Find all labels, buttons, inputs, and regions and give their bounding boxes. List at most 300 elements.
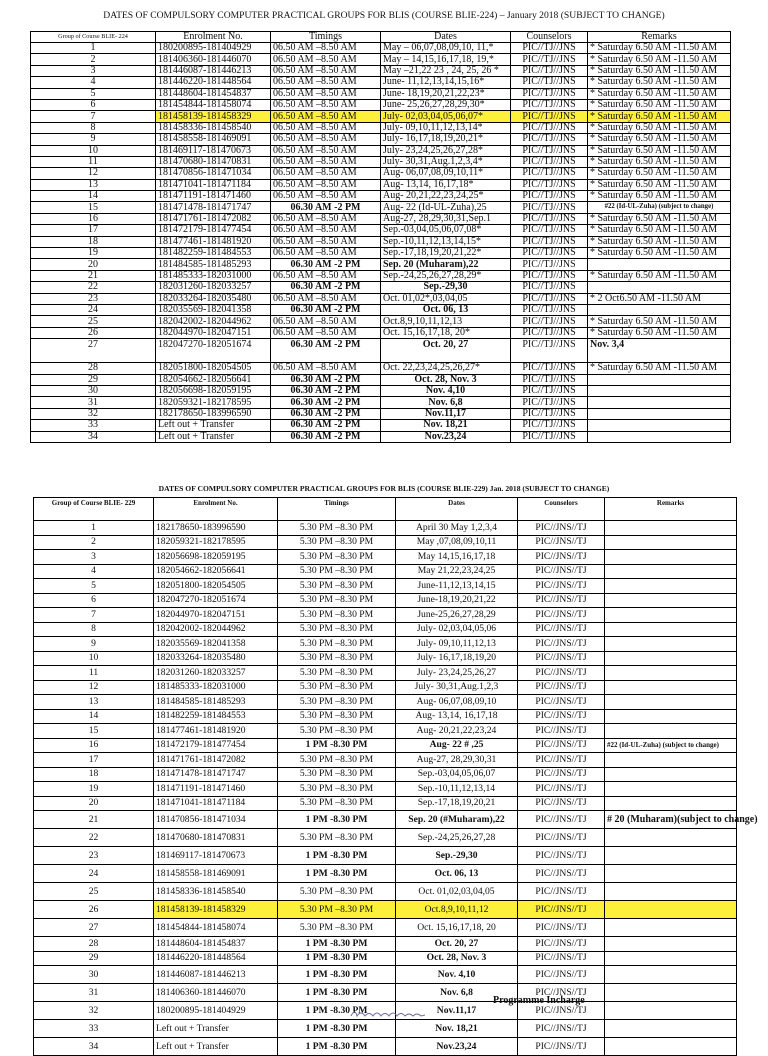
group-cell: 24 — [34, 865, 154, 883]
timings-cell: 5.30 PM –8.30 PM — [278, 521, 396, 536]
remarks-cell: * Saturday 6.50 AM -11.50 AM — [588, 145, 731, 156]
remarks-cell: # 20 (Muharam)(subject to change) — [605, 811, 737, 829]
enrolment-cell: 181470856-181471034 — [154, 811, 278, 829]
group-cell: 21 — [34, 811, 154, 829]
counselors-cell: PIC//TJ//JNS — [511, 270, 588, 281]
remarks-cell — [605, 637, 737, 652]
dates-cell: July- 23,24,25,26,27 — [396, 666, 518, 681]
timings-cell: 06.50 AM –8.50 AM — [271, 191, 381, 202]
table-row — [31, 363, 731, 374]
dates-cell: May –21,22 23 , 24, 25, 26 * — [381, 65, 511, 76]
signature — [345, 1000, 445, 1024]
table-row — [34, 564, 737, 579]
counselors-cell: PIC//TJ//JNS — [511, 431, 588, 442]
timings-cell: 5.30 PM –8.30 PM — [278, 695, 396, 710]
counselors-cell: PIC//JNS//TJ — [518, 865, 605, 883]
dates-cell: Oct. 15,16,17,18, 20* — [381, 327, 511, 338]
remarks-cell: #22 (Id-UL-Zuha) (subject to change) — [588, 202, 731, 213]
table-row — [31, 316, 731, 327]
timings-cell: 06.50 AM –8.50 AM — [271, 316, 381, 327]
remarks-cell — [605, 622, 737, 637]
dates-cell: Sep.-03,04,05,06,07 — [396, 767, 518, 782]
enrolment-cell: 182044970-182047151 — [154, 608, 278, 623]
remarks-cell — [605, 847, 737, 865]
table-row — [34, 651, 737, 666]
table-row — [34, 593, 737, 608]
remarks-cell: * Saturday 6.50 AM -11.50 AM — [588, 327, 731, 338]
remarks-cell: * Saturday 6.50 AM -11.50 AM — [588, 134, 731, 145]
group-cell: 9 — [31, 134, 156, 145]
remarks-cell: * Saturday 6.50 AM -11.50 AM — [588, 77, 731, 88]
counselors-cell: PIC//JNS//TJ — [518, 724, 605, 739]
enrolment-cell: 181406360-181446070 — [156, 54, 271, 65]
timings-cell: 06.50 AM –8.50 AM — [271, 134, 381, 145]
enrolment-cell: 182035569-182041358 — [156, 304, 271, 315]
group-cell: 22 — [31, 282, 156, 293]
group-cell: 16 — [31, 213, 156, 224]
group-cell: 11 — [34, 666, 154, 681]
group-cell: 18 — [31, 236, 156, 247]
counselors-cell: PIC//JNS//TJ — [518, 767, 605, 782]
timings-cell: 06.50 AM –8.50 AM — [271, 248, 381, 259]
counselors-cell: PIC//TJ//JNS — [511, 385, 588, 396]
remarks-cell — [605, 1002, 737, 1020]
remarks-cell — [588, 304, 731, 315]
group-cell: 9 — [34, 637, 154, 652]
timings-cell: 1 PM -8.30 PM — [278, 984, 396, 1002]
enrolment-cell: Left out + Transfer — [154, 1038, 278, 1056]
remarks-cell: * Saturday 6.50 AM -11.50 AM — [588, 236, 731, 247]
counselors-cell: PIC//JNS//TJ — [518, 709, 605, 724]
remarks-cell: * Saturday 6.50 AM -11.50 AM — [588, 54, 731, 65]
counselors-cell: PIC//JNS//TJ — [518, 937, 605, 952]
group-cell: 3 — [31, 65, 156, 76]
table-row — [34, 883, 737, 901]
counselors-cell: PIC//TJ//JNS — [511, 179, 588, 190]
table-row — [31, 293, 731, 304]
timings-cell: 06.50 AM –8.50 AM — [271, 156, 381, 167]
dates-cell: Sep.-10,11,12,13,14,15* — [381, 236, 511, 247]
enrolment-cell: 181484585-181485293 — [156, 259, 271, 270]
group-cell: 20 — [34, 796, 154, 811]
dates-cell: Sep. 20 (Muharam),22 — [381, 259, 511, 270]
counselors-cell: PIC//TJ//JNS — [511, 65, 588, 76]
timings-cell: 1 PM -8.30 PM — [278, 738, 396, 753]
header-remarks: Remarks — [588, 32, 731, 43]
group-cell: 12 — [34, 680, 154, 695]
counselors-cell: PIC//JNS//TJ — [518, 883, 605, 901]
group-cell: 17 — [34, 753, 154, 768]
enrolment-cell: 181454844-181458074 — [154, 919, 278, 937]
remarks-cell: * Saturday 6.50 AM -11.50 AM — [588, 156, 731, 167]
timings-cell: 06.50 AM –8.50 AM — [271, 122, 381, 133]
table-row — [34, 767, 737, 782]
table-row — [34, 535, 737, 550]
header-enrolment: Enrolment No. — [156, 32, 271, 43]
timings-cell: 5.30 PM –8.30 PM — [278, 919, 396, 937]
timings-cell: 5.30 PM –8.30 PM — [278, 724, 396, 739]
remarks-cell — [605, 550, 737, 565]
remarks-cell: * Saturday 6.50 AM -11.50 AM — [588, 65, 731, 76]
remarks-cell: * 2 Oct6.50 AM -11.50 AM — [588, 293, 731, 304]
remarks-cell: #22 (Id-UL-Zuha) (subject to change) — [605, 738, 737, 753]
timings-cell: 1 PM -8.30 PM — [278, 1002, 396, 1020]
enrolment-cell: 181471478-181471747 — [156, 202, 271, 213]
table-row — [31, 339, 731, 363]
group-cell: 28 — [34, 937, 154, 952]
enrolment-cell: 181406360-181446070 — [154, 984, 278, 1002]
dates-cell: July- 02,03,04,05,06,07* — [381, 111, 511, 122]
remarks-cell: * Saturday 6.50 AM -11.50 AM — [588, 43, 731, 54]
dates-cell: Sep. 20 (#Muharam),22 — [396, 811, 518, 829]
table-row — [34, 666, 737, 681]
group-cell: 12 — [31, 168, 156, 179]
table-row — [34, 709, 737, 724]
dates-cell: Oct. 01,02,03,04,05 — [396, 883, 518, 901]
enrolment-cell: 181470680-181470831 — [154, 829, 278, 847]
remarks-cell: * Saturday 6.50 AM -11.50 AM — [588, 99, 731, 110]
dates-cell: Oct.8,9,10,11,12,13 — [381, 316, 511, 327]
timings-cell: 5.30 PM –8.30 PM — [278, 796, 396, 811]
table-row — [34, 738, 737, 753]
timings-cell: 5.30 PM –8.30 PM — [278, 709, 396, 724]
dates-cell: July- 09,10,11,12,13,14* — [381, 122, 511, 133]
table-row — [34, 782, 737, 797]
table-row — [31, 374, 731, 385]
dates-cell: Oct.8,9,10,11,12 — [396, 901, 518, 919]
timings-cell: 5.30 PM –8.30 PM — [278, 901, 396, 919]
group-cell: 17 — [31, 225, 156, 236]
counselors-cell: PIC//JNS//TJ — [518, 651, 605, 666]
table-row — [31, 99, 731, 110]
group-cell: 27 — [34, 919, 154, 937]
table-row — [31, 259, 731, 270]
remarks-cell — [605, 753, 737, 768]
dates-cell: Oct. 06, 13 — [381, 304, 511, 315]
header-timings: Timings — [271, 32, 381, 43]
remarks-cell — [588, 374, 731, 385]
dates-cell: Aug- 20,21,22,23,24,25* — [381, 191, 511, 202]
counselors-cell: PIC//JNS//TJ — [518, 521, 605, 536]
timings-cell: 06.50 AM –8.50 AM — [271, 54, 381, 65]
enrolment-cell: 182042002-182044962 — [156, 316, 271, 327]
counselors-cell: PIC//JNS//TJ — [518, 622, 605, 637]
remarks-cell — [605, 1038, 737, 1056]
remarks-cell — [605, 767, 737, 782]
table-row — [31, 304, 731, 315]
group-cell: 2 — [34, 535, 154, 550]
group-cell: 13 — [31, 179, 156, 190]
header-group: Group of Course BLIE- 229 — [34, 498, 154, 521]
enrolment-cell: 182059321-182178595 — [156, 397, 271, 408]
header-dates: Dates — [381, 32, 511, 43]
enrolment-cell: 181446087-181446213 — [156, 65, 271, 76]
group-cell: 5 — [31, 88, 156, 99]
group-cell: 34 — [31, 431, 156, 442]
counselors-cell: PIC//JNS//TJ — [518, 550, 605, 565]
table-row — [34, 847, 737, 865]
enrolment-cell: 182059321-182178595 — [154, 535, 278, 550]
timings-cell: 5.30 PM –8.30 PM — [278, 622, 396, 637]
group-cell: 19 — [34, 782, 154, 797]
group-cell: 6 — [34, 593, 154, 608]
group-cell: 25 — [34, 883, 154, 901]
dates-cell: July- 16,17,18,19,20 — [396, 651, 518, 666]
counselors-cell: PIC//TJ//JNS — [511, 77, 588, 88]
table-row — [34, 637, 737, 652]
enrolment-cell: 181477461-181481920 — [154, 724, 278, 739]
remarks-cell — [605, 901, 737, 919]
table-row — [34, 1038, 737, 1056]
counselors-cell: PIC//JNS//TJ — [518, 738, 605, 753]
dates-cell: Sep.-17,18,19,20,21 — [396, 796, 518, 811]
remarks-cell: * Saturday 6.50 AM -11.50 AM — [588, 111, 731, 122]
timings-cell: 06.50 AM –8.50 AM — [271, 88, 381, 99]
counselors-cell: PIC//TJ//JNS — [511, 111, 588, 122]
timings-cell: 1 PM -8.30 PM — [278, 966, 396, 984]
timings-cell: 06.30 AM -2 PM — [271, 385, 381, 396]
timings-cell: 06.30 AM -2 PM — [271, 431, 381, 442]
timings-cell: 06.50 AM –8.50 AM — [271, 225, 381, 236]
table-row — [34, 829, 737, 847]
table-row — [34, 608, 737, 623]
dates-cell: Nov.23,24 — [381, 431, 511, 442]
remarks-cell — [605, 709, 737, 724]
enrolment-cell: 181485333-182031000 — [154, 680, 278, 695]
dates-cell: Aug- 22 (Id-UL-Zuha),25 — [381, 202, 511, 213]
dates-cell: June-25,26,27,28,29 — [396, 608, 518, 623]
table-row — [34, 901, 737, 919]
counselors-cell: PIC//TJ//JNS — [511, 156, 588, 167]
dates-cell: Sep.-24,25,26,27,28 — [396, 829, 518, 847]
counselors-cell: PIC//TJ//JNS — [511, 374, 588, 385]
table-row — [34, 521, 737, 536]
group-cell: 1 — [31, 43, 156, 54]
table-row — [31, 43, 731, 54]
remarks-cell — [588, 397, 731, 408]
counselors-cell: PIC//TJ//JNS — [511, 99, 588, 110]
counselors-cell: PIC//JNS//TJ — [518, 637, 605, 652]
table-row — [34, 724, 737, 739]
timings-cell: 5.30 PM –8.30 PM — [278, 608, 396, 623]
timings-cell: 06.50 AM –8.50 AM — [271, 327, 381, 338]
table1-title: DATES OF COMPULSORY COMPUTER PRACTICAL GROUPS FOR BLIS (COURSE BLIE-224) – January 2018 (SUBJECT TO CHANGE) — [103, 10, 665, 21]
timings-cell: 06.30 AM -2 PM — [271, 202, 381, 213]
remarks-cell — [605, 593, 737, 608]
timings-cell: 5.30 PM –8.30 PM — [278, 782, 396, 797]
timings-cell: 5.30 PM –8.30 PM — [278, 637, 396, 652]
dates-cell: Oct. 28, Nov. 3 — [381, 374, 511, 385]
remarks-cell — [588, 385, 731, 396]
enrolment-cell: 182033264-182035480 — [154, 651, 278, 666]
dates-cell: Aug- 20,21,22,23,24 — [396, 724, 518, 739]
counselors-cell: PIC//TJ//JNS — [511, 327, 588, 338]
group-cell: 26 — [34, 901, 154, 919]
group-cell: 23 — [31, 293, 156, 304]
remarks-cell: * Saturday 6.50 AM -11.50 AM — [588, 270, 731, 281]
group-cell: 18 — [34, 767, 154, 782]
timings-cell: 5.30 PM –8.30 PM — [278, 883, 396, 901]
enrolment-cell: 182051800-182054505 — [156, 363, 271, 374]
enrolment-cell: 181477461-181481920 — [156, 236, 271, 247]
blie224-schedule-table — [30, 31, 731, 443]
timings-cell: 06.50 AM –8.50 AM — [271, 111, 381, 122]
timings-cell: 1 PM -8.30 PM — [278, 811, 396, 829]
enrolment-cell: 181448604-181454837 — [154, 937, 278, 952]
counselors-cell: PIC//JNS//TJ — [518, 564, 605, 579]
timings-cell: 1 PM -8.30 PM — [278, 1020, 396, 1038]
dates-cell: June- 18,19,20,21,22,23* — [381, 88, 511, 99]
group-cell: 13 — [34, 695, 154, 710]
timings-cell: 06.30 AM -2 PM — [271, 397, 381, 408]
counselors-cell: PIC//JNS//TJ — [518, 666, 605, 681]
group-cell: 31 — [31, 397, 156, 408]
enrolment-cell: 181458558-181469091 — [154, 865, 278, 883]
group-cell: 5 — [34, 579, 154, 594]
header-remarks: Remarks — [605, 498, 737, 521]
remarks-cell: * Saturday 6.50 AM -11.50 AM — [588, 225, 731, 236]
enrolment-cell: 181471191-181471460 — [154, 782, 278, 797]
counselors-cell: PIC//JNS//TJ — [518, 535, 605, 550]
table-row — [34, 865, 737, 883]
table-row — [31, 54, 731, 65]
remarks-cell — [605, 966, 737, 984]
counselors-cell: PIC//JNS//TJ — [518, 1002, 605, 1020]
group-cell: 10 — [34, 651, 154, 666]
enrolment-cell: 181484585-181485293 — [154, 695, 278, 710]
header-group: Group of Course BLIE- 224 — [31, 32, 156, 43]
timings-cell: 5.30 PM –8.30 PM — [278, 564, 396, 579]
enrolment-cell: 182056698-182059195 — [156, 385, 271, 396]
dates-cell: Aug- 13,14, 16,17,18* — [381, 179, 511, 190]
dates-cell: June- 25,26,27,28,29,30* — [381, 99, 511, 110]
dates-cell: Sep.-29,30 — [396, 847, 518, 865]
counselors-cell: PIC//TJ//JNS — [511, 282, 588, 293]
timings-cell: 5.30 PM –8.30 PM — [278, 753, 396, 768]
timings-cell: 06.50 AM –8.50 AM — [271, 363, 381, 374]
dates-cell: Nov. 4,10 — [396, 966, 518, 984]
enrolment-cell: 181458336-181458540 — [156, 122, 271, 133]
group-cell: 21 — [31, 270, 156, 281]
timings-cell: 06.50 AM –8.50 AM — [271, 270, 381, 281]
remarks-cell — [605, 680, 737, 695]
enrolment-cell: 181458336-181458540 — [154, 883, 278, 901]
timings-cell: 06.30 AM -2 PM — [271, 408, 381, 419]
enrolment-cell: 182054662-182056641 — [156, 374, 271, 385]
dates-cell: June-18,19,20,21,22 — [396, 593, 518, 608]
counselors-cell: PIC//TJ//JNS — [511, 191, 588, 202]
timings-cell: 5.30 PM –8.30 PM — [278, 666, 396, 681]
table-row — [34, 753, 737, 768]
enrolment-cell: 181472179-181477454 — [156, 225, 271, 236]
group-cell: 31 — [34, 984, 154, 1002]
group-cell: 30 — [31, 385, 156, 396]
enrolment-cell: 181470856-181471034 — [156, 168, 271, 179]
remarks-cell — [605, 564, 737, 579]
dates-cell: Aug- 06,07,08,09,10,11* — [381, 168, 511, 179]
timings-cell: 06.50 AM –8.50 AM — [271, 179, 381, 190]
dates-cell: July- 30,31,Aug.1,2,3,4* — [381, 156, 511, 167]
dates-cell: Oct. 06, 13 — [396, 865, 518, 883]
group-cell: 20 — [31, 259, 156, 270]
counselors-cell: PIC//TJ//JNS — [511, 54, 588, 65]
table-row — [34, 622, 737, 637]
remarks-cell — [605, 796, 737, 811]
enrolment-cell: 180200895-181404929 — [154, 1002, 278, 1020]
table-row — [34, 579, 737, 594]
enrolment-cell: 181471761-181472082 — [156, 213, 271, 224]
group-cell: 27 — [31, 339, 156, 363]
group-cell: 32 — [31, 408, 156, 419]
dates-cell: May – 06,07,08,09,10, 11,* — [381, 43, 511, 54]
timings-cell: 5.30 PM –8.30 PM — [278, 593, 396, 608]
group-cell: 22 — [34, 829, 154, 847]
enrolment-cell: 182035569-182041358 — [154, 637, 278, 652]
table-row — [31, 88, 731, 99]
group-cell: 1 — [34, 521, 154, 536]
timings-cell: 06.50 AM –8.50 AM — [271, 168, 381, 179]
table-row — [31, 65, 731, 76]
table-row — [31, 397, 731, 408]
remarks-cell — [588, 408, 731, 419]
dates-cell: Aug- 06,07,08,09,10 — [396, 695, 518, 710]
enrolment-cell: 181458139-181458329 — [156, 111, 271, 122]
dates-cell: Sep.-10,11,12,13,14 — [396, 782, 518, 797]
remarks-cell — [605, 984, 737, 1002]
dates-cell: Aug-27, 28,29,30,31,Sep.1 — [381, 213, 511, 224]
enrolment-cell: 181471191-181471460 — [156, 191, 271, 202]
table-row — [31, 202, 731, 213]
dates-cell: May 21,22,23,24,25 — [396, 564, 518, 579]
table-row — [31, 179, 731, 190]
remarks-cell — [605, 521, 737, 536]
counselors-cell: PIC//TJ//JNS — [511, 236, 588, 247]
table-row — [34, 680, 737, 695]
header-counselors: Counselors — [518, 498, 605, 521]
dates-cell: Oct. 01,02*,03,04,05 — [381, 293, 511, 304]
counselors-cell: PIC//TJ//JNS — [511, 225, 588, 236]
table-row — [31, 225, 731, 236]
group-cell: 28 — [31, 363, 156, 374]
remarks-cell: * Saturday 6.50 AM -11.50 AM — [588, 122, 731, 133]
table-row — [31, 327, 731, 338]
timings-cell: 06.30 AM -2 PM — [271, 374, 381, 385]
counselors-cell: PIC//TJ//JNS — [511, 293, 588, 304]
remarks-cell — [588, 259, 731, 270]
remarks-cell: * Saturday 6.50 AM -11.50 AM — [588, 316, 731, 327]
dates-cell: June-11,12,13,14,15 — [396, 579, 518, 594]
dates-cell: July- 09,10,11,12,13 — [396, 637, 518, 652]
enrolment-cell: 181482259-181484553 — [154, 709, 278, 724]
enrolment-cell: 181458558-181469091 — [156, 134, 271, 145]
header-dates: Dates — [396, 498, 518, 521]
table-row — [31, 122, 731, 133]
enrolment-cell: 181485333-182031000 — [156, 270, 271, 281]
dates-cell: Nov.23,24 — [396, 1038, 518, 1056]
remarks-cell — [605, 608, 737, 623]
counselors-cell: PIC//JNS//TJ — [518, 579, 605, 594]
enrolment-cell: 181471478-181471747 — [154, 767, 278, 782]
counselors-cell: PIC//TJ//JNS — [511, 88, 588, 99]
timings-cell: 5.30 PM –8.30 PM — [278, 680, 396, 695]
table-row — [31, 431, 731, 442]
counselors-cell: PIC//JNS//TJ — [518, 951, 605, 966]
enrolment-cell: 181482259-181484553 — [156, 248, 271, 259]
timings-cell: 06.50 AM –8.50 AM — [271, 293, 381, 304]
remarks-cell: * Saturday 6.50 AM -11.50 AM — [588, 248, 731, 259]
counselors-cell: PIC//TJ//JNS — [511, 122, 588, 133]
table-row — [31, 248, 731, 259]
